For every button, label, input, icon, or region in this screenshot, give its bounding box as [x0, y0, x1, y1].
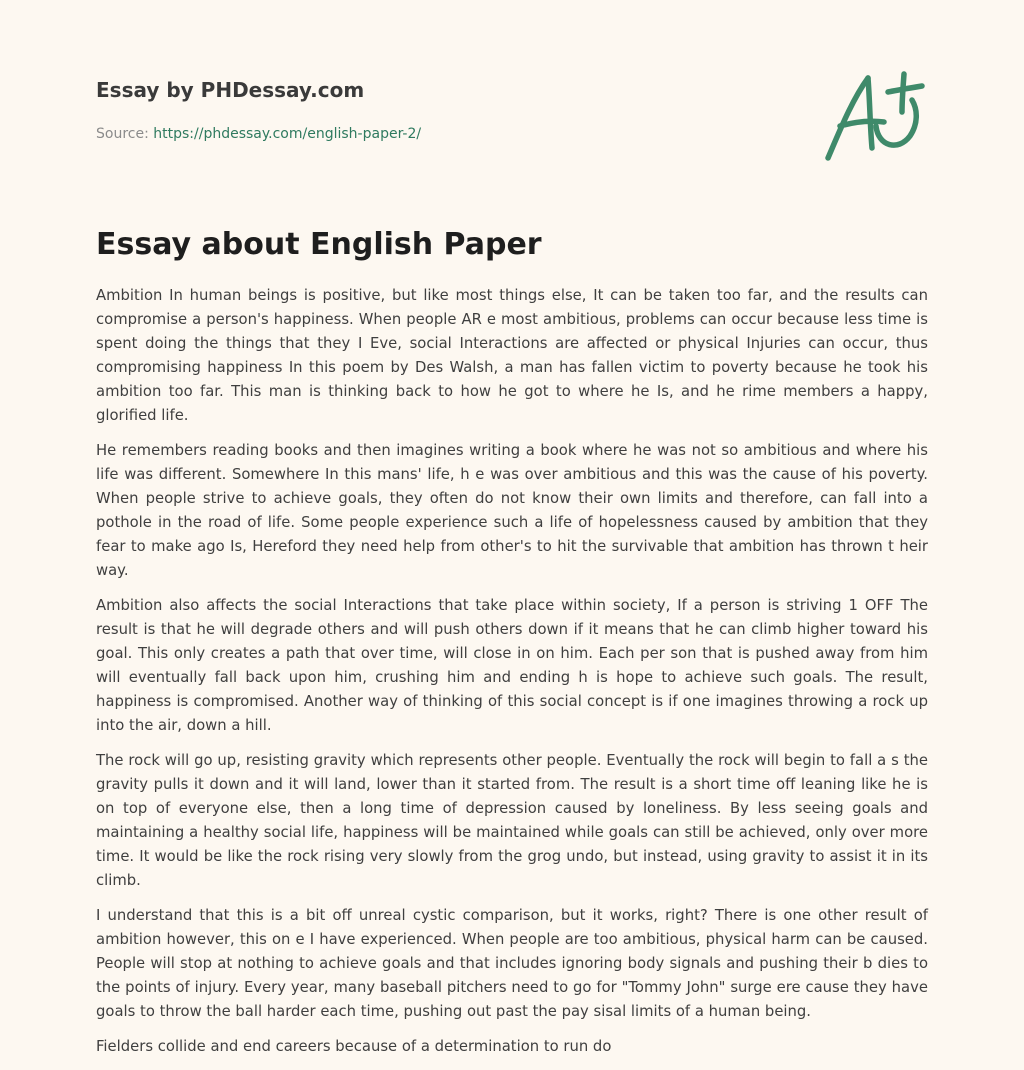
source-line [96, 124, 696, 144]
a-plus-logo-icon [818, 64, 930, 168]
essay-title: Essay about English Paper [96, 227, 542, 262]
essay-header [96, 76, 696, 144]
essay-paragraph: He remembers reading books and then imagines writing a book where he was not so ambitious and where his life was different. Somewhere In this mans' life, h e was over ambitious and this was the cause of his poverty. When people strive to achieve goals, they often do not know their own limits and therefore, can fall into a pothole in the road of life. Some people experience such a life of hopelessness caused by ambition that they fear to make ago Is, Hereford they need help from other's to hit the survivable that ambition has thrown t heir way. [96, 442, 928, 579]
essay-paragraph: The rock will go up, resisting gravity which represents other people. Eventually the rock will begin to fall a s the gravity pulls it down and it will land, lower than it started from. The result is a short time off leaning like he is on top of everyone else, then a long time of depression caused by loneliness. By less seeing goals and maintaining a healthy social life, happiness will be maintained while goals can still be achieved, only over more time. It would be like the rock rising very slowly from the grog undo, but instead, using gravity to assist it in its climb. [96, 752, 928, 889]
essay-paragraph: I understand that this is a bit off unreal cystic comparison, but it works, right? There is one other result of ambition however, this on e I have experienced. When people are too ambitious, physical harm can be caused. People will stop at nothing to achieve goals and that includes ignoring body signals and pushing their b dies to the points of injury. Every year, many baseball pitchers need to go for "Tommy John" surge ere cause they have goals to throw the ball harder each time, pushing out past the pay sisal limits of a human being. [96, 907, 928, 1020]
essay-paragraph: Ambition also affects the social Interactions that take place within society, If a person is striving 1 OFF The result is that he will degrade others and will push others down if it means that he can climb higher toward his goal. This only creates a path that over time, will close in on him. Each per son that is pushed away from him will eventually fall back upon him, crushing him and ending h is hope to achieve such goals. The result, happiness is compromised. Another way of thinking of this social concept is if one imagines throwing a rock up into the air, down a hill. [96, 597, 928, 734]
essay-paragraph: Ambition In human beings is positive, but like most things else, It can be taken too far, and the results can compromise a person's happiness. When people AR e most ambitious, problems can occur because less time is spent doing the things that they I Eve, social Interactions are affected or physical Injuries can occur, thus compromising happiness In this poem by Des Walsh, a man has fallen victim to poverty because he took his ambition too far. This man is thinking back to how he got to where he Is, and he rime members a happy, glorified life. [96, 287, 928, 424]
essay-body [96, 284, 928, 1070]
brand-title: Essay by PHDessay.com [96, 78, 365, 102]
essay-paragraph: Fielders collide and end careers because of a determination to run do [96, 1038, 612, 1055]
source-label: Source: [96, 126, 149, 142]
source-link[interactable]: https://phdessay.com/english-paper-2/ [153, 126, 422, 142]
